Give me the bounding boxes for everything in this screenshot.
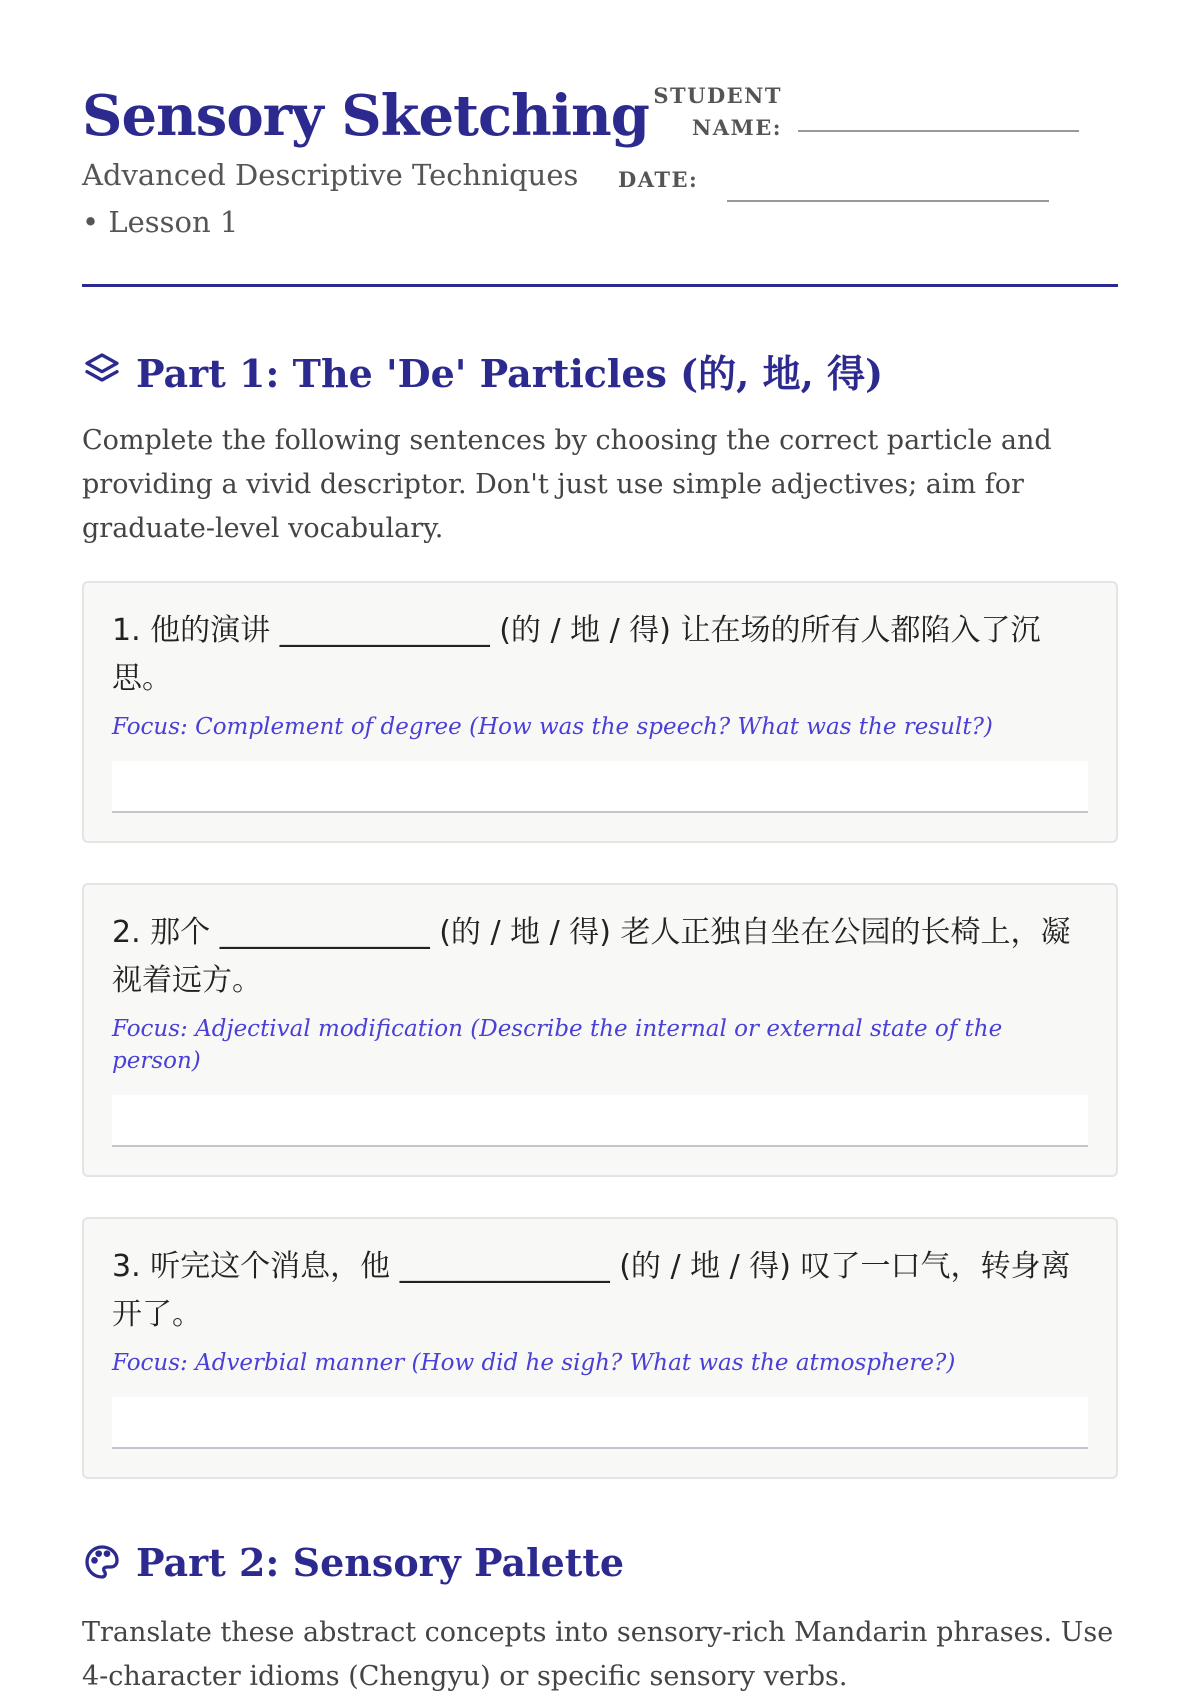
question-card-1: [82, 581, 1118, 843]
worksheet-header: [82, 80, 1118, 287]
part1-title: Part 1: The 'De' Particles (的, 地, 得): [136, 350, 884, 396]
answer-field[interactable]: [112, 1095, 1088, 1147]
answer-field[interactable]: [112, 1397, 1088, 1449]
page-subtitle: Advanced Descriptive Techniques • Lesson 1: [82, 158, 579, 239]
date-field[interactable]: [727, 200, 1049, 202]
question-text: 2. 那个 ______________ (的 / 地 / 得) 老人正独自坐在公园的长椅上，凝视着远方。: [112, 915, 1071, 998]
date-label: DATE:: [618, 167, 699, 192]
layers-icon: [82, 350, 122, 390]
question-card-3: [82, 1217, 1118, 1479]
student-name-label: STUDENT NAME:: [653, 83, 782, 140]
part1-heading: [82, 345, 1118, 395]
question-text: 1. 他的演讲 ______________ (的 / 地 / 得) 让在场的所有人都陷入了沉思。: [112, 613, 1041, 696]
part2-heading: [82, 1537, 1118, 1587]
question-card-2: [82, 883, 1118, 1177]
question-focus: Focus: Adverbial manner (How did he sigh? What was the atmosphere?): [112, 1350, 956, 1376]
part2-title: Part 2: Sensory Palette: [136, 1539, 625, 1585]
question-focus: Focus: Adjectival modification (Describe the internal or external state of the person): [112, 1016, 1003, 1074]
part1-instructions: Complete the following sentences by choosing the correct particle and providing a vivid descriptor. Don't just use simple adjectives; aim for graduate-level vocabulary.: [82, 425, 1052, 544]
question-focus: Focus: Complement of degree (How was the speech? What was the result?): [112, 714, 993, 740]
palette-icon: [82, 1542, 122, 1582]
part2-instructions: Translate these abstract concepts into sensory-rich Mandarin phrases. Use 4-character idioms (Chengyu) or specific sensory verbs.: [82, 1617, 1114, 1692]
answer-field[interactable]: [112, 761, 1088, 813]
question-text: 3. 听完这个消息，他 ______________ (的 / 地 / 得) 叹了一口气，转身离开了。: [112, 1249, 1071, 1332]
student-name-field[interactable]: [798, 130, 1079, 132]
page-title: Sensory Sketching: [82, 83, 649, 149]
